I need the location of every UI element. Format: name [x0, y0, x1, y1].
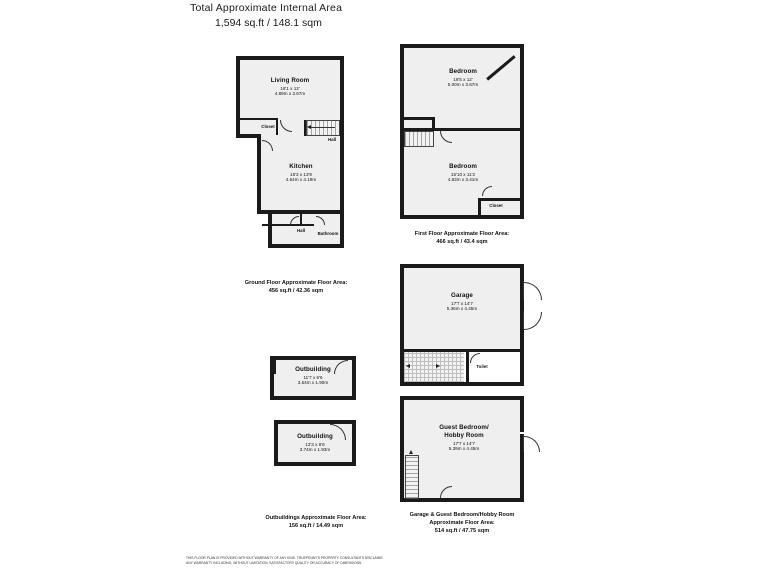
- label-toilet: Toilet: [476, 364, 488, 369]
- label-closet-first: Closet: [489, 203, 503, 208]
- outbuildings-caption: Outbuildings Approximate Floor Area: 156 sq.ft / 14.49 sqm: [265, 515, 367, 530]
- label-hall-lower: Hall: [296, 228, 306, 233]
- room-guest-bedroom: Guest Bedroom/ Hobby Room 17'7 x 14'7 5.39m x 4.45m: [439, 424, 489, 452]
- ground-floor-caption: Ground Floor Approximate Floor Area: 456 sq.ft / 42.36 sqm: [244, 280, 348, 295]
- label-hall-upper: Hall: [327, 137, 337, 142]
- room-bedroom-2: Bedroom 15'10 x 11'2 4.83m x 3.41m: [447, 163, 479, 183]
- room-bedroom-1: Bedroom 16'5 x 12' 5.00m x 3.67m: [447, 68, 479, 88]
- room-kitchen: Kitchen 15'3 x 13'9 4.64m x 4.19m: [285, 163, 317, 183]
- first-floor-caption: First Floor Approximate Floor Area: 466 sq.ft / 43.4 sqm: [414, 231, 510, 246]
- total-area: 1,594 sq.ft / 148.1 sqm: [215, 17, 322, 29]
- room-outbuilding-2: Outbuilding 12'3 x 6'6 3.74m x 1.93m: [297, 433, 333, 453]
- disclaimer-line-1: THIS FLOOR PLAN IS PROVIDED WITHOUT WARRANTY OF ANY KIND. TRUEPENNY'S PROPERTY CONSULTANTS DISCLAIMS: [186, 556, 383, 560]
- page-title: Total Approximate Internal Area: [190, 2, 343, 14]
- room-living-room: Living Room 16'1 x 12' 4.89m x 3.67m: [270, 77, 310, 97]
- label-bathroom: Bathroom: [317, 231, 339, 236]
- disclaimer: [186, 556, 586, 566]
- label-closet-ground: Closet: [261, 124, 275, 129]
- plan-header: [190, 2, 520, 29]
- room-garage: Garage 17'7 x 14'7 5.36m x 4.45m: [446, 292, 478, 312]
- disclaimer-line-2: ANY WARRANTY INCLUDING, WITHOUT LIMITATION, SATISFACTORY QUALITY OR ACCURACY OF DIMENSIONS.: [186, 561, 363, 566]
- garage-block-caption: Garage & Guest Bedroom/Hobby Room Approximate Floor Area: 514 sq.ft / 47.75 sqm: [409, 512, 515, 535]
- room-outbuilding-1: Outbuilding 11'7 x 6'6 3.54m x 1.90m: [295, 366, 331, 386]
